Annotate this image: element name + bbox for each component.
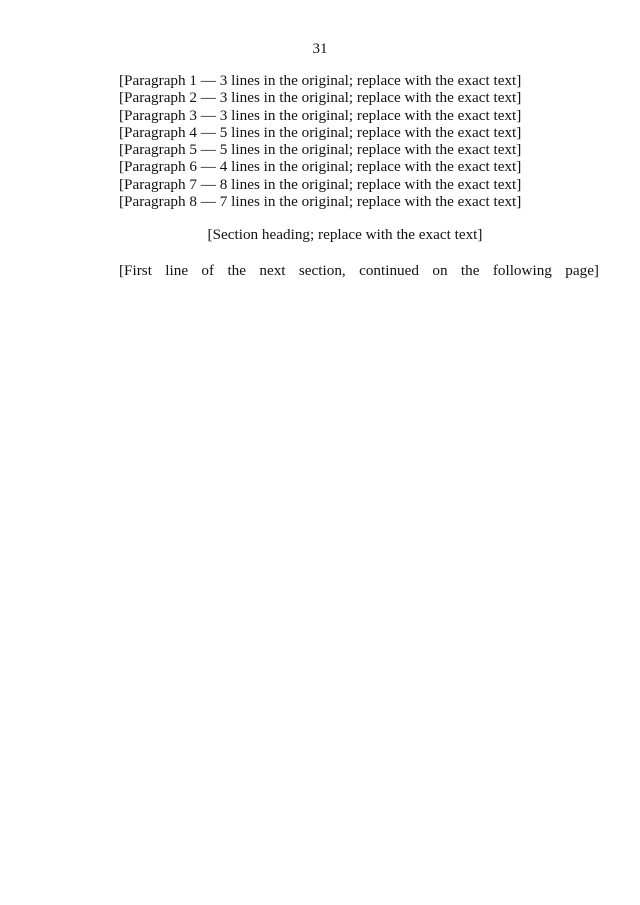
paragraph-insurance-contributions-volume: [Paragraph 2 — 3 lines in the original; replace with the exact text] bbox=[119, 89, 522, 107]
paragraph-insurance-per-resident: [Paragraph 3 — 3 lines in the original; replace with the exact text] bbox=[119, 106, 522, 124]
document-body bbox=[91, 72, 599, 279]
section-heading: [Section heading; replace with the exact text] bbox=[207, 226, 483, 244]
paragraph-computer-equipment: [Paragraph 5 — 5 lines in the original; replace with the exact text] bbox=[119, 141, 522, 159]
page-number: 31 bbox=[312, 41, 328, 57]
paragraph-electronic-appointment-service: [Paragraph 7 — 8 lines in the original; replace with the exact text] bbox=[119, 175, 522, 193]
paragraph-telemedicine-network: [Paragraph 8 — 7 lines in the original; replace with the exact text] bbox=[119, 193, 522, 211]
paragraph-main-problems-start: [First line of the next section, continued on the following page] bbox=[119, 261, 599, 279]
paragraph-insured-population: [Paragraph 4 — 5 lines in the original; replace with the exact text] bbox=[119, 123, 522, 141]
paragraph-regional-information-system: [Paragraph 6 — 4 lines in the original; replace with the exact text] bbox=[119, 158, 522, 176]
paragraph-per-capita-financing: [Paragraph 1 — 3 lines in the original; replace with the exact text] bbox=[119, 72, 522, 89]
